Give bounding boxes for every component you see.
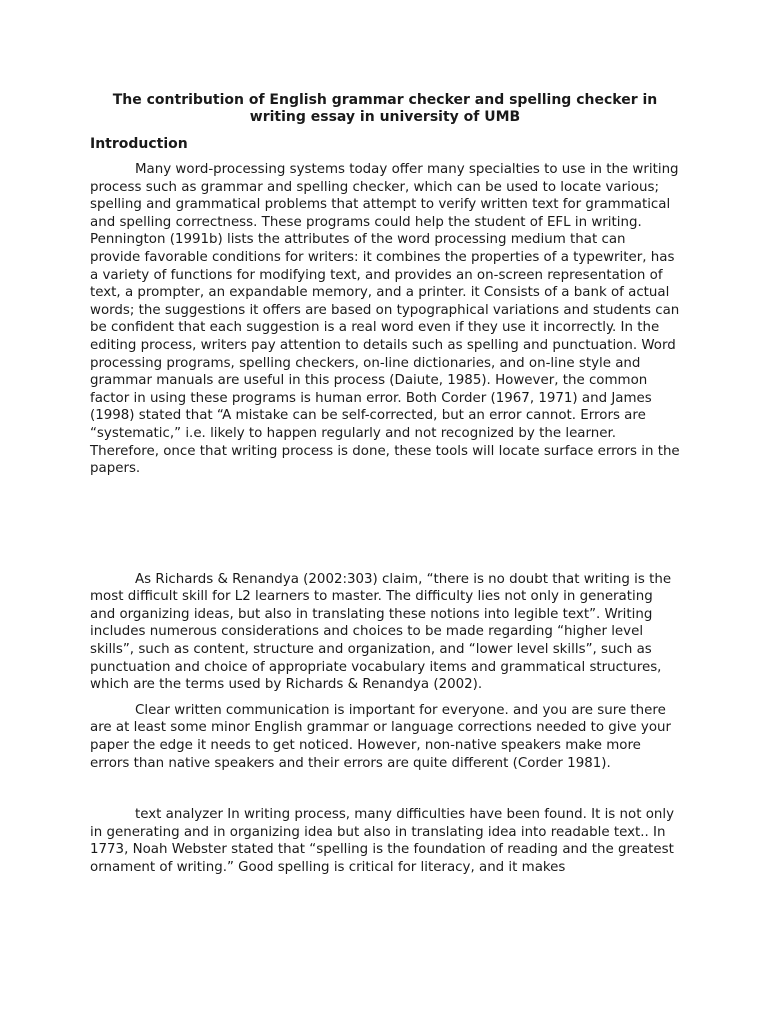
paragraph: Clear written communication is important for everyone. and you are sure there are at least some minor English grammar or language corrections needed to give your paper the edge it needs to get noticed. However, non-native speakers make more errors than native speakers and their errors are quite different (Corder 1981). [90, 702, 672, 771]
paragraph: As Richards & Renandya (2002:303) claim, “there is no doubt that writing is the most difficult skill for L2 learners to master. The difficulty lies not only in generating and organizing ideas, but also in translating these notions into legible text”. Writing includes numerous considerations and choices to be made regarding “higher level skills”, such as content, structure and organization, and “lower level skills”, such as punctuation and choice of appropriate vocabulary items and grammatical structures, which are the terms used by Richards & Renandya (2002). [90, 571, 672, 693]
paragraph: Many word-processing systems today offer many specialties to use in the writing process such as grammar and spelling checker, which can be used to locate various; spelling and grammatical problems that attempt to verify written text for grammatical and spelling correctness. These programs could help the student of EFL in writing. Pennington (1991b) lists the attributes of the word processing medium that can provide favorable conditions for writers: it combines the properties of a typewriter, has a variety of functions for modifying text, and provides an on-screen representation of text, a prompter, an expandable memory, and a printer. it Consists of a bank of actual words; the suggestions it offers are based on typographical variations and students can be confident that each suggestion is a real word even if they use it incorrectly. In the editing process, writers pay attention to details such as spelling and punctuation. Word processing programs, spelling checkers, on-line dictionaries, and on-line style and grammar manuals are useful in this process (Daiute, 1985). However, the common factor in using these programs is human error. Both Corder (1967, 1971) and James (1998) stated that “A mistake can be self-corrected, but an error cannot. Errors are “systematic,” i.e. likely to happen regularly and not recognized by the learner. Therefore, once that writing process is done, these tools will locate surface errors in the papers. [90, 162, 680, 477]
document-title: The contribution of English grammar checker and spelling checker in writing essay in university of UMB [112, 92, 658, 125]
paragraph: text analyzer In writing process, many difficulties have been found. It is not only in generating and in organizing idea but also in translating idea into readable text.. In 1773, Noah Webster stated that “spelling is the foundation of reading and the greatest ornament of writing.” Good spelling is critical for literacy, and it makes [90, 807, 675, 875]
section-heading: Introduction [90, 136, 188, 152]
document-page [90, 92, 680, 877]
